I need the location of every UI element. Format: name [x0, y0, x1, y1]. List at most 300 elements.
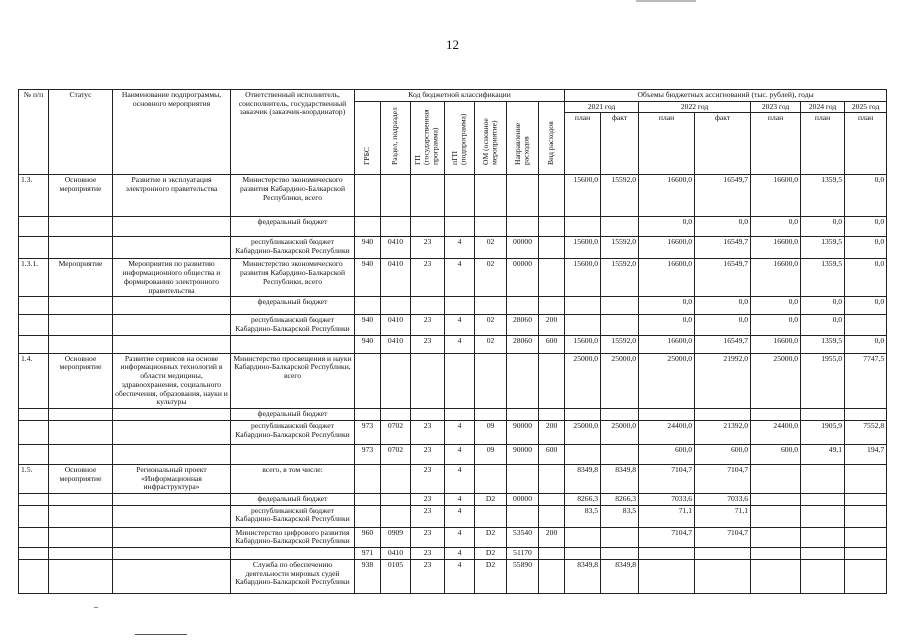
header-sub: факт — [601, 113, 639, 175]
table-cell: 09 — [475, 420, 507, 444]
table-cell: 1.5. — [19, 464, 49, 493]
table-cell: 15600,0 — [565, 335, 601, 353]
table-cell — [475, 464, 507, 493]
table-cell: 7104,7 — [695, 464, 751, 493]
table-cell: 15600,0 — [565, 237, 601, 259]
table-cell: 8266,3 — [565, 493, 601, 505]
table-cell — [411, 409, 445, 421]
table-cell: федеральный бюджет — [231, 297, 355, 315]
table-cell: 4 — [445, 237, 475, 259]
table-cell: федеральный бюджет — [231, 409, 355, 421]
table-cell: 25000,0 — [601, 353, 639, 408]
header-sub: план — [845, 113, 887, 175]
table-row — [19, 444, 887, 464]
table-cell: 1359,5 — [801, 175, 845, 217]
table-cell: 4 — [445, 315, 475, 335]
table-cell: 00000 — [507, 259, 539, 297]
table-cell: 7747,5 — [845, 353, 887, 408]
table-cell — [475, 217, 507, 237]
table-cell — [845, 315, 887, 335]
table-cell: 8266,3 — [601, 493, 639, 505]
table-cell: 16600,0 — [751, 175, 801, 217]
table-cell — [231, 444, 355, 464]
table-cell — [49, 548, 113, 560]
table-cell — [507, 217, 539, 237]
table-cell — [801, 493, 845, 505]
table-cell — [381, 409, 411, 421]
table-cell: 83,5 — [565, 505, 601, 527]
table-cell — [355, 175, 381, 217]
table-cell: 4 — [445, 527, 475, 547]
table-row — [19, 505, 887, 527]
table-cell: 00000 — [507, 237, 539, 259]
table-row — [19, 548, 887, 560]
top-scan-mark — [636, 0, 696, 2]
table-cell: 1905,9 — [801, 420, 845, 444]
table-cell — [539, 259, 565, 297]
table-cell: 940 — [355, 335, 381, 353]
table-cell — [231, 548, 355, 560]
table-cell: 25000,0 — [639, 353, 695, 408]
table-cell — [113, 335, 231, 353]
table-row — [19, 335, 887, 353]
table-cell: 90000 — [507, 420, 539, 444]
table-cell: 7033,6 — [639, 493, 695, 505]
table-row — [19, 409, 887, 421]
table-cell: 1955,0 — [801, 353, 845, 408]
table-cell: 00000 — [507, 493, 539, 505]
table-cell: 200 — [539, 527, 565, 547]
table-cell — [355, 217, 381, 237]
footer-mark — [94, 607, 98, 608]
header-sub: план — [751, 113, 801, 175]
table-cell — [19, 237, 49, 259]
table-cell: 23 — [411, 493, 445, 505]
table-cell: 7033,6 — [695, 493, 751, 505]
table-cell — [751, 548, 801, 560]
table-cell: 15592,0 — [601, 175, 639, 217]
header-year: 2025 год — [845, 101, 887, 113]
table-cell: 16600,0 — [639, 259, 695, 297]
table-cell — [539, 353, 565, 408]
table-cell — [845, 409, 887, 421]
table-cell — [475, 409, 507, 421]
table-cell: 4 — [445, 548, 475, 560]
table-cell — [507, 297, 539, 315]
table-cell — [113, 297, 231, 315]
header-name: Наименование подпрограммы, основного мероприятия — [113, 90, 231, 175]
table-cell — [49, 409, 113, 421]
table-cell: 16549,7 — [695, 259, 751, 297]
table-cell — [801, 464, 845, 493]
table-cell — [113, 237, 231, 259]
table-cell — [381, 505, 411, 527]
table-cell: 4 — [445, 335, 475, 353]
table-cell — [539, 237, 565, 259]
table-cell: 8349,8 — [565, 464, 601, 493]
table-cell — [475, 297, 507, 315]
table-cell: 973 — [355, 420, 381, 444]
table-cell: 16600,0 — [639, 175, 695, 217]
table-cell — [49, 217, 113, 237]
table-cell — [639, 548, 695, 560]
table-cell: 4 — [445, 505, 475, 527]
table-cell — [49, 315, 113, 335]
table-cell — [381, 493, 411, 505]
table-cell: 600 — [539, 335, 565, 353]
table-cell: 7104,7 — [639, 527, 695, 547]
header-sub: план — [639, 113, 695, 175]
table-cell: 0,0 — [695, 297, 751, 315]
table-cell — [565, 315, 601, 335]
table-row — [19, 217, 887, 237]
table-cell — [49, 527, 113, 547]
table-cell — [639, 409, 695, 421]
table-cell: 1359,5 — [801, 335, 845, 353]
table-cell: 02 — [475, 335, 507, 353]
table-cell: 71,1 — [695, 505, 751, 527]
table-cell — [539, 464, 565, 493]
table-cell — [19, 420, 49, 444]
table-cell — [601, 315, 639, 335]
table-cell: 0702 — [381, 444, 411, 464]
table-cell: 7104,7 — [639, 464, 695, 493]
table-cell: 0,0 — [801, 297, 845, 315]
table-cell — [845, 493, 887, 505]
table-cell — [381, 464, 411, 493]
table-cell: 16600,0 — [639, 237, 695, 259]
table-row — [19, 237, 887, 259]
header-code-col: Раздел, подраздел — [381, 101, 411, 175]
table-cell: Основное мероприятие — [49, 353, 113, 408]
table-cell — [355, 505, 381, 527]
table-cell: 1.3. — [19, 175, 49, 217]
table-cell — [19, 444, 49, 464]
table-cell — [49, 493, 113, 505]
table-cell: 23 — [411, 464, 445, 493]
table-cell: D2 — [475, 548, 507, 560]
table-cell: 71,1 — [639, 505, 695, 527]
table-cell — [475, 353, 507, 408]
table-cell — [507, 505, 539, 527]
table-row — [19, 493, 887, 505]
table-cell — [845, 505, 887, 527]
table-cell: Развитие и эксплуатация электронного правительства — [113, 175, 231, 217]
table-cell — [601, 297, 639, 315]
header-year: 2021 год — [565, 101, 639, 113]
table-cell: 23 — [411, 420, 445, 444]
header-sub: факт — [695, 113, 751, 175]
table-cell — [113, 217, 231, 237]
table-row — [19, 175, 887, 217]
table-cell — [801, 505, 845, 527]
table-cell: 0105 — [381, 559, 411, 593]
table-cell — [381, 217, 411, 237]
table-cell: 971 — [355, 548, 381, 560]
table-cell: 53540 — [507, 527, 539, 547]
table-row — [19, 420, 887, 444]
table-cell: 02 — [475, 259, 507, 297]
table-cell — [801, 527, 845, 547]
table-cell: республиканский бюджет Кабардино-Балкарской Республики — [231, 505, 355, 527]
table-cell: 8349,8 — [601, 559, 639, 593]
table-cell — [845, 527, 887, 547]
table-cell — [411, 217, 445, 237]
table-cell: 15600,0 — [565, 259, 601, 297]
table-cell: 16600,0 — [751, 259, 801, 297]
page-number: 12 — [446, 37, 459, 52]
table-cell: 83,5 — [601, 505, 639, 527]
table-cell: 28060 — [507, 335, 539, 353]
table-cell: республиканский бюджет Кабардино-Балкарской Республики — [231, 237, 355, 259]
table-cell — [475, 505, 507, 527]
table-cell — [601, 548, 639, 560]
table-cell: D2 — [475, 493, 507, 505]
table-cell — [475, 175, 507, 217]
table-cell: 7104,7 — [695, 527, 751, 547]
table-cell: 21992,0 — [695, 353, 751, 408]
table-cell: 1359,5 — [801, 259, 845, 297]
table-cell: 0909 — [381, 527, 411, 547]
table-cell: 23 — [411, 237, 445, 259]
table-cell: 0,0 — [845, 259, 887, 297]
table-cell: 09 — [475, 444, 507, 464]
table-cell — [113, 315, 231, 335]
table-cell — [565, 297, 601, 315]
table-cell — [751, 464, 801, 493]
header-year: 2023 год — [751, 101, 801, 113]
table-cell: D2 — [475, 527, 507, 547]
table-cell — [113, 559, 231, 593]
table-cell: 23 — [411, 335, 445, 353]
header-code-col: Направление расходов — [507, 101, 539, 175]
table-cell: 23 — [411, 527, 445, 547]
table-cell: 15592,0 — [601, 259, 639, 297]
table-cell: 940 — [355, 315, 381, 335]
header-code-group: Код бюджетной классификации — [355, 90, 565, 102]
table-cell: Региональный проект «Информационная инфраструктура» — [113, 464, 231, 493]
table-cell — [695, 559, 751, 593]
table-cell: 0,0 — [639, 297, 695, 315]
table-row — [19, 527, 887, 547]
table-cell — [565, 527, 601, 547]
table-cell: 0410 — [381, 548, 411, 560]
table-cell — [19, 335, 49, 353]
table-row — [19, 464, 887, 493]
table-cell: всего, в том числе: — [231, 464, 355, 493]
table-cell: 0,0 — [845, 237, 887, 259]
table-cell: 55890 — [507, 559, 539, 593]
table-cell — [355, 493, 381, 505]
table-cell: 23 — [411, 315, 445, 335]
table-cell — [801, 548, 845, 560]
table-cell: 4 — [445, 420, 475, 444]
table-cell — [507, 464, 539, 493]
table-cell — [411, 297, 445, 315]
table-cell — [507, 175, 539, 217]
table-cell — [507, 409, 539, 421]
table-cell: 940 — [355, 259, 381, 297]
table-cell — [231, 335, 355, 353]
table-cell: Мероприятие — [49, 259, 113, 297]
table-cell: 1359,5 — [801, 237, 845, 259]
table-cell: 23 — [411, 505, 445, 527]
table-cell — [539, 297, 565, 315]
table-cell: Мероприятия по развитию информационного общества и формированию электронного правительства — [113, 259, 231, 297]
table-cell: 600,0 — [639, 444, 695, 464]
table-cell: 16549,7 — [695, 237, 751, 259]
table-cell: 0,0 — [845, 335, 887, 353]
table-cell: 0,0 — [751, 217, 801, 237]
table-cell: 0,0 — [801, 217, 845, 237]
table-cell: 25000,0 — [601, 420, 639, 444]
table-cell — [539, 505, 565, 527]
table-cell: 0,0 — [751, 315, 801, 335]
table-cell: 21392,0 — [695, 420, 751, 444]
table-cell: 1.3.1. — [19, 259, 49, 297]
table-cell — [539, 409, 565, 421]
table-cell — [19, 527, 49, 547]
table-cell: 8349,8 — [601, 464, 639, 493]
table-cell: 0410 — [381, 315, 411, 335]
table-cell: 24400,0 — [751, 420, 801, 444]
table-cell: Служба по обеспечению деятельности мировых судей Кабардино-Балкарской Республики — [231, 559, 355, 593]
header-code-col: пГП (подпрограмма) — [445, 101, 475, 175]
table-cell — [751, 493, 801, 505]
table-cell — [113, 527, 231, 547]
table-cell: 15600,0 — [565, 175, 601, 217]
table-cell: 16600,0 — [639, 335, 695, 353]
header-executor: Ответственный исполнитель, соисполнитель, государственный заказчик (заказчик-координатор) — [231, 90, 355, 175]
table-cell: федеральный бюджет — [231, 217, 355, 237]
table-body — [19, 175, 887, 593]
budget-table-container — [18, 89, 886, 594]
table-row — [19, 559, 887, 593]
table-cell — [565, 409, 601, 421]
table-cell: 16600,0 — [751, 335, 801, 353]
table-cell: 25000,0 — [751, 353, 801, 408]
table-row — [19, 259, 887, 297]
table-cell: 0,0 — [845, 217, 887, 237]
table-cell — [601, 217, 639, 237]
table-cell — [411, 353, 445, 408]
table-cell: 23 — [411, 559, 445, 593]
table-cell: 15592,0 — [601, 335, 639, 353]
table-cell — [19, 315, 49, 335]
table-cell — [845, 559, 887, 593]
table-cell: 0,0 — [695, 315, 751, 335]
table-row — [19, 297, 887, 315]
table-cell: 8349,8 — [565, 559, 601, 593]
table-cell — [49, 297, 113, 315]
table-cell: 49,1 — [801, 444, 845, 464]
table-cell — [113, 444, 231, 464]
table-cell — [19, 548, 49, 560]
table-cell — [381, 353, 411, 408]
table-cell: 16549,7 — [695, 335, 751, 353]
table-cell — [539, 559, 565, 593]
table-cell — [601, 527, 639, 547]
table-cell — [751, 559, 801, 593]
table-cell: Основное мероприятие — [49, 175, 113, 217]
header-num: № п/п — [19, 90, 49, 175]
table-cell: 1.4. — [19, 353, 49, 408]
header-year: 2024 год — [801, 101, 845, 113]
table-cell: 940 — [355, 237, 381, 259]
budget-table — [18, 89, 887, 594]
table-cell — [355, 353, 381, 408]
table-cell: 0,0 — [801, 315, 845, 335]
table-cell: 200 — [539, 315, 565, 335]
table-cell: 15592,0 — [601, 237, 639, 259]
table-cell — [113, 493, 231, 505]
table-cell: 23 — [411, 259, 445, 297]
table-cell — [49, 505, 113, 527]
table-cell: Развитие сервисов на основе информационных технологий в области медицины, здравоохранения, социального обеспечения, образования, науки и культуры — [113, 353, 231, 408]
header-code-col: ГП (государственная программа) — [411, 101, 445, 175]
table-cell — [539, 493, 565, 505]
table-cell: 960 — [355, 527, 381, 547]
table-cell — [845, 548, 887, 560]
table-cell — [507, 353, 539, 408]
table-cell: 02 — [475, 237, 507, 259]
table-cell — [381, 175, 411, 217]
table-cell — [845, 464, 887, 493]
table-cell — [695, 548, 751, 560]
table-cell — [381, 297, 411, 315]
table-cell — [601, 409, 639, 421]
table-cell: 0,0 — [751, 297, 801, 315]
table-cell: Основное мероприятие — [49, 464, 113, 493]
table-cell: республиканский бюджет Кабардино-Балкарской Республики — [231, 315, 355, 335]
table-cell — [751, 409, 801, 421]
table-cell — [19, 493, 49, 505]
table-cell — [19, 217, 49, 237]
table-cell: 194,7 — [845, 444, 887, 464]
table-cell — [565, 548, 601, 560]
table-cell: Министерство экономического развития Кабардино-Балкарской Республики, всего — [231, 175, 355, 217]
table-cell — [695, 409, 751, 421]
table-cell: 16600,0 — [751, 237, 801, 259]
table-cell — [445, 175, 475, 217]
table-cell: 0410 — [381, 335, 411, 353]
table-cell: 51170 — [507, 548, 539, 560]
table-cell — [113, 505, 231, 527]
header-sub: план — [801, 113, 845, 175]
footer-line — [135, 634, 187, 635]
table-cell: 90000 — [507, 444, 539, 464]
table-cell — [601, 444, 639, 464]
table-cell — [113, 420, 231, 444]
table-cell: 4 — [445, 559, 475, 593]
table-cell: Министерство цифрового развития Кабардино-Балкарской Республики — [231, 527, 355, 547]
table-cell: 0,0 — [845, 297, 887, 315]
header-code-col: Вид расходов — [539, 101, 565, 175]
table-cell — [801, 559, 845, 593]
table-cell: Министерство просвещения и науки Кабардино-Балкарской Республики, всего — [231, 353, 355, 408]
table-cell — [565, 217, 601, 237]
table-cell: D2 — [475, 559, 507, 593]
table-cell: 4 — [445, 259, 475, 297]
table-cell: 4 — [445, 464, 475, 493]
table-cell — [19, 559, 49, 593]
table-cell: 25000,0 — [565, 420, 601, 444]
table-cell: 0,0 — [845, 175, 887, 217]
table-cell: 0702 — [381, 420, 411, 444]
table-cell: 23 — [411, 548, 445, 560]
table-cell — [445, 353, 475, 408]
table-cell — [445, 217, 475, 237]
